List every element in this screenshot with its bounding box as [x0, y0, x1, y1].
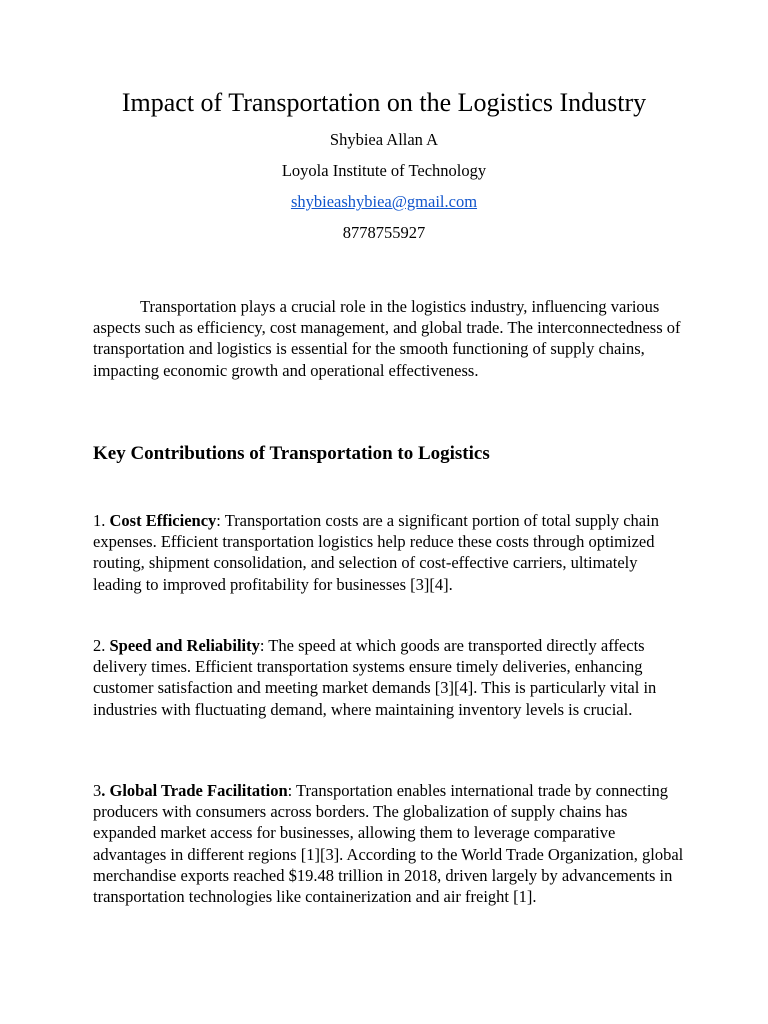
item-text: : Transportation enables international trade by connecting producers with consumers across borders. The globalization of supply chains has expanded market access for businesses, allowing them to leverage comparative advantages in different regions [1][3]. According to the World Trade Organization, global merchandise exports reached $19.48 trillion in 2018, driven largely by advancements in transportation technologies like containerization and air freight [1].: [93, 781, 684, 907]
item-number: 1.: [93, 511, 110, 530]
item-text: : The speed at which goods are transported directly affects delivery times. Efficient transportation systems ensure timely deliveries, enhancing customer satisfaction and meeting market demands [3][4]. This is particularly vital in industries with fluctuating demand, where maintaining inventory levels is crucial.: [93, 636, 657, 719]
item-text: : Transportation costs are a significant portion of total supply chain expenses. Efficient transportation logistics help reduce these costs through optimized routing, shipment consolidation, and selection of cost-effective carriers, ultimately leading to improved profitability for businesses [3][4].: [93, 511, 659, 594]
list-item: [93, 780, 685, 907]
item-term: . Global Trade Facilitation: [101, 781, 288, 800]
author-name: Shybiea Allan A: [329, 130, 439, 149]
author-institution: Loyola Institute of Technology: [281, 161, 487, 180]
item-number: 2.: [93, 636, 110, 655]
item-term: Speed and Reliability: [109, 636, 260, 655]
intro-paragraph: Transportation plays a crucial role in the logistics industry, influencing various aspects such as efficiency, cost management, and global trade. The interconnectedness of transportation and logistics is essential for the smooth functioning of supply chains, impacting economic growth and operational effectiveness.: [93, 297, 681, 380]
item-term: Cost Efficiency: [109, 511, 217, 530]
item-number: 3: [93, 781, 102, 800]
section-heading: Key Contributions of Transportation to Logistics: [93, 443, 490, 464]
author-email: [0, 192, 768, 212]
author-phone: 8778755927: [342, 223, 426, 242]
email-link[interactable]: shybieashybiea@gmail.com: [290, 192, 478, 211]
document-title: Impact of Transportation on the Logistics Industry: [121, 88, 647, 117]
list-item: [93, 635, 685, 720]
list-item: [93, 510, 685, 595]
